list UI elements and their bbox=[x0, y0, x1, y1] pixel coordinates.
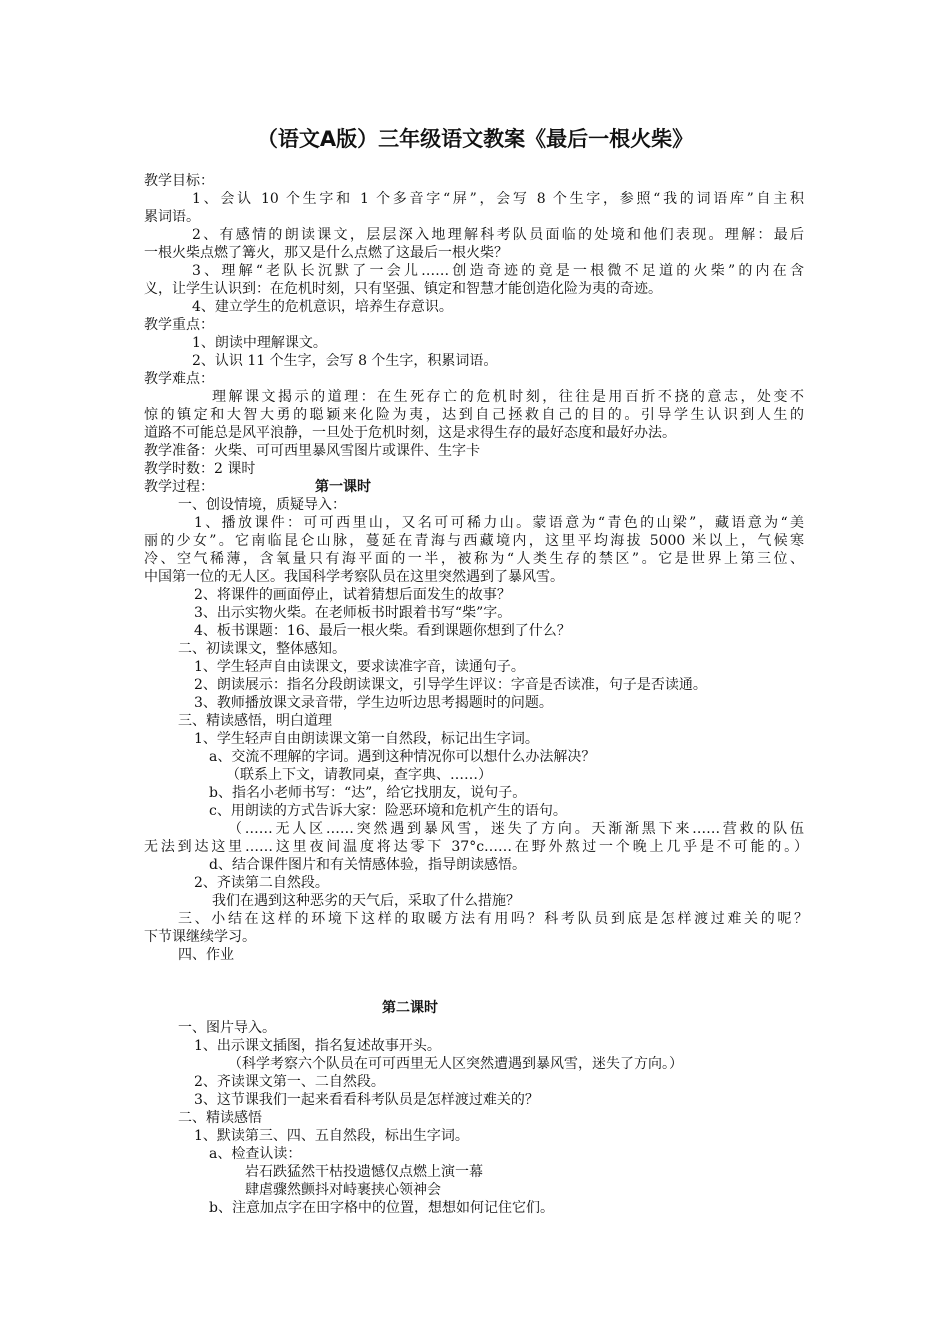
text-line: 一、创设情境，质疑导入： bbox=[178, 497, 346, 513]
text-line: 2、朗读展示：指名分段朗读课文，引导学生评议：字音是否读准，句子是否读通。 bbox=[194, 677, 707, 693]
section-heading: 第一课时 bbox=[315, 479, 371, 495]
text-line: 3、理解“老队长沉默了一会儿……创造奇迹的竟是一根微不足道的火柴”的内在含 bbox=[192, 263, 804, 279]
text-line: b、注意加点字在田字格中的位置，想想如何记住它们。 bbox=[209, 1200, 554, 1216]
text-line: 四、作业 bbox=[178, 947, 234, 963]
text-line: 中国第一位的无人区。我国科学考察队员在这里突然遇到了暴风雪。 bbox=[144, 569, 564, 585]
text-line: （……无人区……突然遇到暴风雪，迷失了方向。天渐渐黑下来……营救的队伍 bbox=[228, 821, 804, 837]
text-line: 3、出示实物火柴。在老师板书时跟着书写“柴”字。 bbox=[194, 605, 512, 621]
text-line: 教学目标： bbox=[144, 173, 214, 189]
text-line: 1、默读第三、四、五自然段，标出生字词。 bbox=[194, 1128, 469, 1144]
text-line: 丽的少女”。它南临昆仑山脉，蔓延在青海与西藏境内，这里平均海拔 5000 米以上，气候寒 bbox=[144, 533, 804, 549]
text-line: 二、精读感悟 bbox=[178, 1110, 262, 1126]
text-line: 义，让学生认识到：在危机时刻，只有坚强、镇定和智慧才能创造化险为夷的奇迹。 bbox=[144, 281, 662, 297]
text-line: d、结合课件图片和有关情感体验，指导朗读感悟。 bbox=[209, 857, 526, 873]
text-line: 教学时数：2 课时 bbox=[144, 461, 256, 477]
text-line: 1、会认 10 个生字和 1 个多音字“屏”，会写 8 个生字，参照“我的词语库”自主积 bbox=[192, 191, 804, 207]
text-line: a、检查认读： bbox=[209, 1146, 302, 1162]
text-line: 教学过程： bbox=[144, 479, 214, 495]
text-line: 累词语。 bbox=[144, 209, 200, 225]
text-line: b、指名小老师书写：“达”，给它找朋友，说句子。 bbox=[209, 785, 527, 801]
text-line: a、交流不理解的字词。遇到这种情况你可以想什么办法解决？ bbox=[209, 749, 596, 765]
text-line: 1、出示课文插图，指名复述故事开头。 bbox=[194, 1038, 441, 1054]
text-line: 无法到达这里……这里夜间温度将达零下 37°c……在野外熬过一个晚上几乎是不可能的。） bbox=[144, 839, 808, 855]
text-line: 一、图片导入。 bbox=[178, 1020, 276, 1036]
text-line: 教学难点： bbox=[144, 371, 214, 387]
text-line: 下节课继续学习。 bbox=[144, 929, 256, 945]
text-line: 4、板书课题：16、最后一根火柴。看到课题你想到了什么？ bbox=[194, 623, 571, 639]
text-line: 理解课文揭示的道理：在生死存亡的危机时刻，往往是用百折不挠的意志，处变不 bbox=[212, 389, 804, 405]
text-line: 2、齐读第二自然段。 bbox=[194, 875, 329, 891]
text-line: 2、有感情的朗读课文，层层深入地理解科考队员面临的处境和他们表现。理解：最后 bbox=[192, 227, 804, 243]
text-line: 二、初读课文，整体感知。 bbox=[178, 641, 346, 657]
text-line: 岩石跌猛然干枯投遗憾仅点燃上演一幕 bbox=[245, 1164, 483, 1180]
text-line: （联系上下文，请教同桌，查字典、……） bbox=[226, 767, 492, 783]
text-line: 一根火柴点燃了篝火，那又是什么点燃了这最后一根火柴？ bbox=[144, 245, 508, 261]
text-line: 惊的镇定和大智大勇的聪颖来化险为夷，达到自己拯救自己的目的。引导学生认识到人生的 bbox=[144, 407, 804, 423]
text-line: 2、将课件的画面停止，试着猜想后面发生的故事？ bbox=[194, 587, 511, 603]
text-line: 1、朗读中理解课文。 bbox=[192, 335, 327, 351]
text-line: 1、播放课件：可可西里山，又名可可稀力山。蒙语意为“青色的山梁”，藏语意为“美 bbox=[194, 515, 804, 531]
text-line: 1、学生轻声自由读课文，要求读准字音，读通句子。 bbox=[194, 659, 525, 675]
section-heading: 第二课时 bbox=[382, 1000, 438, 1016]
text-line: 三、精读感悟，明白道理 bbox=[178, 713, 332, 729]
text-line: 教学准备：火柴、可可西里暴风雪图片或课件、生字卡 bbox=[144, 443, 480, 459]
text-line: c、用朗读的方式告诉大家：险恶环境和危机产生的语句。 bbox=[209, 803, 567, 819]
text-line: 教学重点： bbox=[144, 317, 214, 333]
text-line: 三、小结在这样的环境下这样的取暖方法有用吗？科考队员到底是怎样渡过难关的呢？ bbox=[178, 911, 808, 927]
text-line: 4、建立学生的危机意识，培养生存意识。 bbox=[192, 299, 453, 315]
text-line: 2、认识 11 个生字，会写 8 个生字，积累词语。 bbox=[192, 353, 498, 369]
text-line: 1、学生轻声自由朗读课文第一自然段，标记出生字词。 bbox=[194, 731, 539, 747]
text-line: 我们在遇到这种恶劣的天气后，采取了什么措施？ bbox=[212, 893, 520, 909]
text-line: 肆虐骤然颤抖对峙裹挟心领神会 bbox=[245, 1182, 441, 1198]
page-title: （语文A版）三年级语文教案《最后一根火柴》 bbox=[256, 127, 694, 151]
text-line: 2、齐读课文第一、二自然段。 bbox=[194, 1074, 385, 1090]
text-line: 道路不可能总是风平浪静，一旦处于危机时刻，这是求得生存的最好态度和最好办法。 bbox=[144, 425, 676, 441]
text-line: （科学考察六个队员在可可西里无人区突然遭遇到暴风雪，迷失了方向。） bbox=[228, 1056, 683, 1072]
text-line: 3、这节课我们一起来看看科考队员是怎样渡过难关的？ bbox=[194, 1092, 539, 1108]
text-line: 3、教师播放课文录音带，学生边听边思考揭题时的问题。 bbox=[194, 695, 553, 711]
text-line: 冷、空气稀薄，含氧量只有海平面的一半，被称为“人类生存的禁区”。它是世界上第三位、 bbox=[144, 551, 804, 567]
